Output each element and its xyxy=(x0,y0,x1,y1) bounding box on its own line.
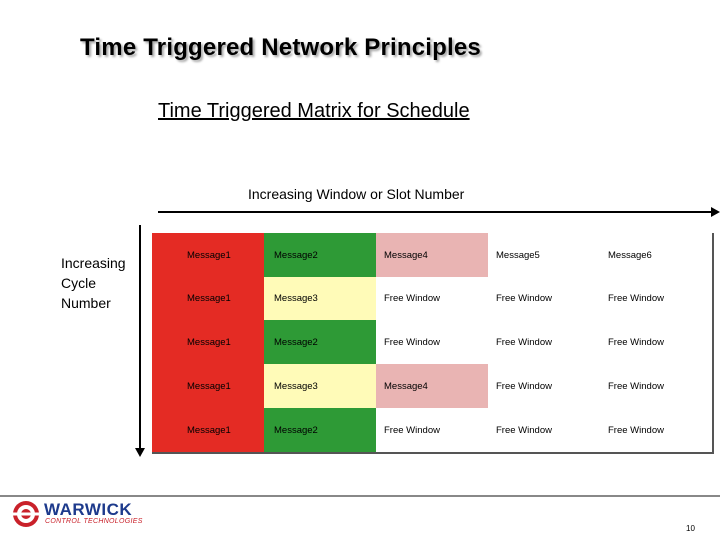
x-axis-arrow xyxy=(158,211,714,213)
matrix-cell: Free Window xyxy=(488,320,600,364)
matrix-cell: Message4 xyxy=(376,233,488,277)
warwick-logo-icon xyxy=(12,500,40,528)
slide-title: Time Triggered Network Principles xyxy=(80,34,481,61)
matrix-cell: Message1 xyxy=(152,233,264,277)
y-axis-arrow xyxy=(139,225,141,451)
matrix-cell: Free Window xyxy=(488,277,600,320)
matrix-cell: Message3 xyxy=(264,364,376,408)
matrix-cell: Message1 xyxy=(152,364,264,408)
matrix-cell: Free Window xyxy=(488,408,600,452)
matrix-cell: Free Window xyxy=(600,408,712,452)
y-axis-label: Increasing Cycle Number xyxy=(61,255,126,311)
slide-subtitle: Time Triggered Matrix for Schedule xyxy=(158,100,470,122)
matrix-cell: Message1 xyxy=(152,277,264,320)
schedule-matrix xyxy=(152,233,714,454)
matrix-cell: Free Window xyxy=(376,408,488,452)
matrix-cell: Message6 xyxy=(600,233,712,277)
matrix-cell: Free Window xyxy=(600,277,712,320)
page-number: 10 xyxy=(686,524,695,533)
x-axis-arrowhead-icon xyxy=(711,207,720,217)
matrix-cell: Message4 xyxy=(376,364,488,408)
matrix-cell: Free Window xyxy=(600,320,712,364)
logo-tagline: CONTROL TECHNOLOGIES xyxy=(45,518,143,525)
matrix-cell: Message1 xyxy=(152,408,264,452)
logo-name: WARWICK xyxy=(44,500,133,519)
matrix-cell: Free Window xyxy=(600,364,712,408)
warwick-logo xyxy=(12,500,152,530)
matrix-cell: Free Window xyxy=(376,320,488,364)
footer-divider xyxy=(0,495,720,497)
matrix-cell: Message2 xyxy=(264,320,376,364)
matrix-cell: Message1 xyxy=(152,320,264,364)
matrix-cell: Message3 xyxy=(264,277,376,320)
matrix-cell: Message5 xyxy=(488,233,600,277)
y-axis-arrowhead-icon xyxy=(135,448,145,457)
matrix-cell: Free Window xyxy=(488,364,600,408)
matrix-cell: Free Window xyxy=(376,277,488,320)
matrix-cell: Message2 xyxy=(264,408,376,452)
matrix-cell: Message2 xyxy=(264,233,376,277)
x-axis-label: Increasing Window or Slot Number xyxy=(248,186,465,202)
